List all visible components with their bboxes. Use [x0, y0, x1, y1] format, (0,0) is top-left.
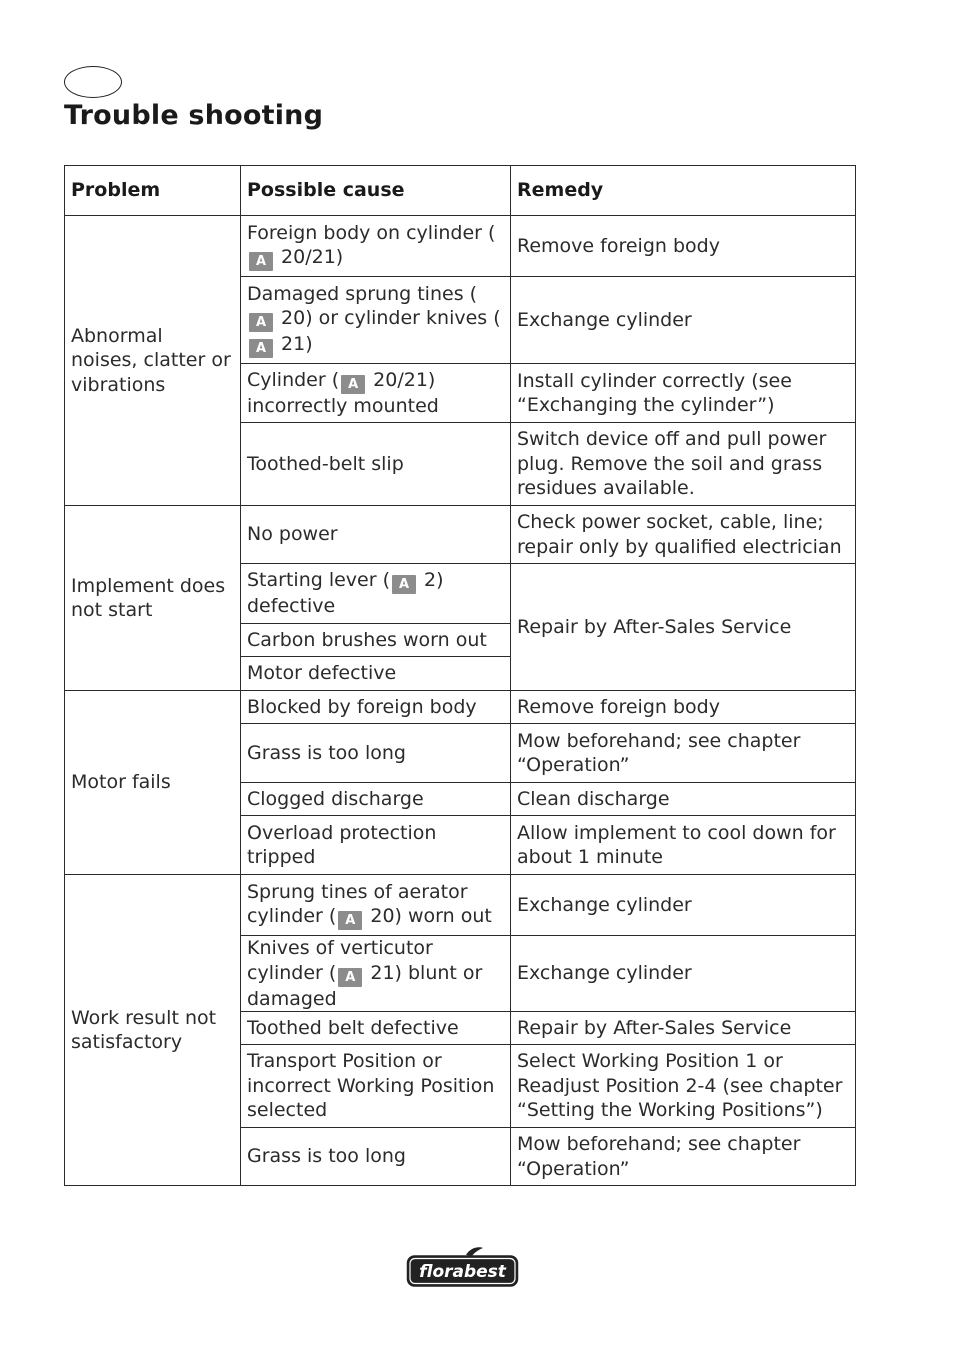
- logo-leaf-icon: [466, 1247, 483, 1256]
- table-header-row: [65, 166, 856, 216]
- problem-cell: Motor fails: [65, 691, 241, 875]
- header-remedy: Remedy: [511, 166, 856, 216]
- cause-text: Knives of verticutor cylinder (: [247, 937, 433, 984]
- cause-cell: Overload protection tripped: [241, 816, 511, 875]
- cause-text: 20/21) incorrectly mounted: [247, 368, 439, 417]
- header-problem: Problem: [65, 166, 241, 216]
- language-indicator-oval: [64, 66, 122, 98]
- remedy-cell: Repair by After-Sales Service: [511, 1012, 856, 1045]
- problem-cell: Abnormal noises, clatter or vibrations: [65, 216, 241, 506]
- cause-cell: [241, 875, 511, 936]
- florabest-logo: [406, 1246, 519, 1288]
- problem-cell: Implement does not start: [65, 506, 241, 691]
- cause-text: 20) worn out: [364, 905, 492, 928]
- remedy-cell: Exchange cylinder: [511, 875, 856, 936]
- problem-cell: Work result not satisfactory: [65, 875, 241, 1186]
- figure-a-icon: A: [338, 968, 362, 987]
- cause-text: Sprung tines of aerator cylinder (: [247, 880, 468, 928]
- remedy-cell: Mow beforehand; see chapter “Operation”: [511, 724, 856, 783]
- table-row: [65, 691, 856, 724]
- cause-cell: Grass is too long: [241, 1128, 511, 1186]
- figure-a-icon: A: [392, 575, 416, 594]
- remedy-cell: Check power socket, cable, line; repair only by qualified electrician: [511, 506, 856, 564]
- cause-text: 20/21): [275, 246, 344, 269]
- troubleshooting-table: [64, 165, 856, 1186]
- remedy-cell: Repair by After-Sales Service: [511, 564, 856, 691]
- cause-cell: Carbon brushes worn out: [241, 624, 511, 657]
- remedy-cell: Select Working Position 1 or Readjust Position 2-4 (see chapter “Setting the Working Positions”): [511, 1045, 856, 1128]
- cause-cell: Grass is too long: [241, 724, 511, 783]
- remedy-cell: Exchange cylinder: [511, 277, 856, 364]
- figure-a-icon: A: [338, 911, 362, 930]
- figure-a-icon: A: [341, 375, 365, 394]
- cause-cell: Toothed-belt slip: [241, 423, 511, 506]
- cause-text: Foreign body on cylinder (: [247, 221, 496, 244]
- remedy-cell: Allow implement to cool down for about 1 minute: [511, 816, 856, 875]
- remedy-cell: Mow beforehand; see chapter “Operation”: [511, 1128, 856, 1186]
- cause-cell: Toothed belt defective: [241, 1012, 511, 1045]
- cause-cell: Transport Position or incorrect Working Position selected: [241, 1045, 511, 1128]
- cause-text: 21) blunt or damaged: [247, 961, 483, 1010]
- cause-text: Cylinder (: [247, 368, 340, 391]
- remedy-cell: Switch device off and pull power plug. Remove the soil and grass residues available.: [511, 423, 856, 506]
- cause-text: Starting lever (: [247, 569, 391, 592]
- cause-text: 21): [275, 333, 313, 356]
- table-row: [65, 216, 856, 277]
- cause-cell: [241, 277, 511, 364]
- table-row: [65, 506, 856, 564]
- cause-cell: [241, 364, 511, 423]
- remedy-cell: Clean discharge: [511, 783, 856, 816]
- page-title: Trouble shooting: [64, 100, 324, 131]
- logo-text: florabest: [419, 1262, 506, 1282]
- cause-cell: Motor defective: [241, 657, 511, 691]
- header-cause: Possible cause: [241, 166, 511, 216]
- cause-cell: No power: [241, 506, 511, 564]
- remedy-cell: Remove foreign body: [511, 216, 856, 277]
- remedy-cell: Exchange cylinder: [511, 936, 856, 1012]
- cause-cell: [241, 216, 511, 277]
- remedy-cell: Remove foreign body: [511, 691, 856, 724]
- remedy-cell: Install cylinder correctly (see “Exchanging the cylinder”): [511, 364, 856, 423]
- figure-a-icon: A: [249, 339, 273, 358]
- table-row: [65, 875, 856, 936]
- figure-a-icon: A: [249, 313, 273, 332]
- cause-cell: Blocked by foreign body: [241, 691, 511, 724]
- cause-cell: [241, 936, 511, 1012]
- cause-cell: Clogged discharge: [241, 783, 511, 816]
- cause-cell: [241, 564, 511, 624]
- cause-text: 20) or cylinder knives (: [275, 307, 501, 330]
- cause-text: 2) defective: [247, 569, 444, 618]
- figure-a-icon: A: [249, 252, 273, 271]
- cause-text: Damaged sprung tines (: [247, 282, 478, 305]
